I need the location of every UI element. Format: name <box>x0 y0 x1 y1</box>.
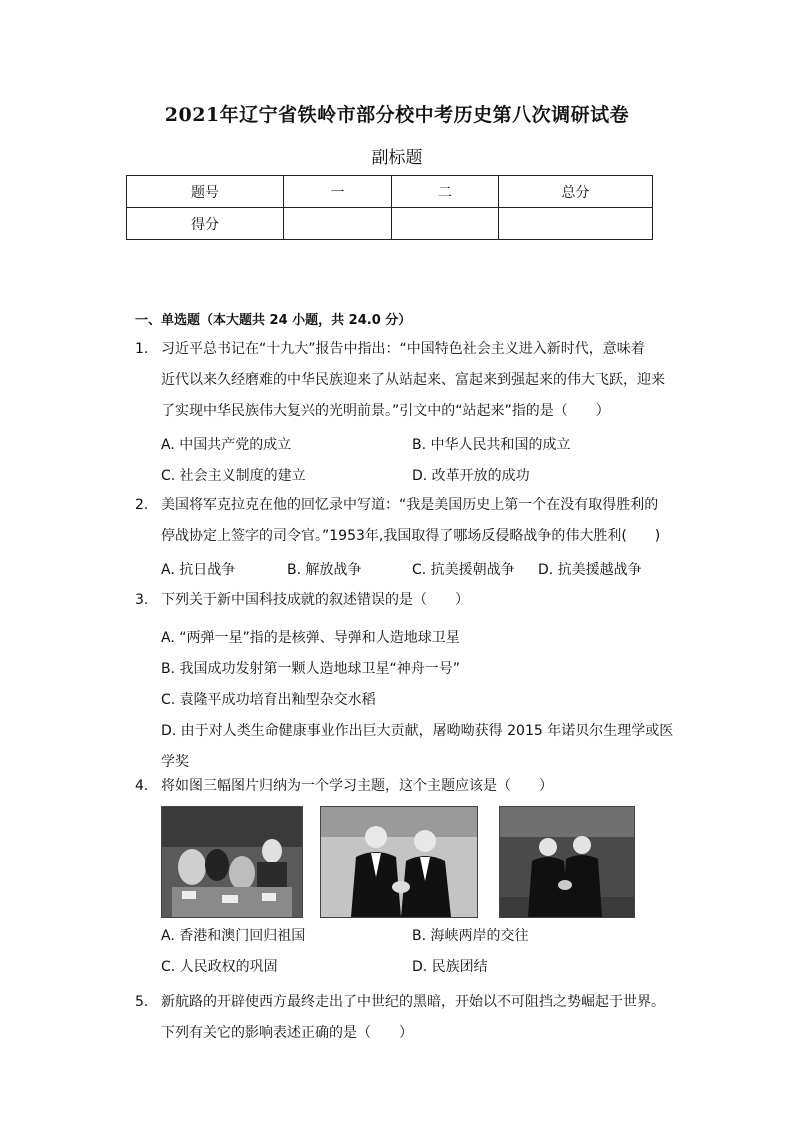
photo-3 <box>499 806 635 918</box>
option-d[interactable]: D. 由于对人类生命健康事业作出巨大贡献，屠呦呦获得 2015 年诺贝尔生理学或医 <box>161 723 674 739</box>
question-stem <box>161 987 685 1049</box>
option-c[interactable]: C. 人民政权的巩固 <box>161 959 278 975</box>
score-table-score-row <box>127 208 653 240</box>
question-line: 习近平总书记在“十九大”报告中指出：“中国特色社会主义进入新时代，意味着 <box>161 341 645 357</box>
option-b[interactable]: B. 中华人民共和国的成立 <box>412 437 571 453</box>
option-d-continued: 学奖 <box>161 754 189 770</box>
question-number: 2. <box>135 497 149 513</box>
question-line: 将如图三幅图片归纳为一个学习主题，这个主题应该是（ ） <box>161 778 553 794</box>
score-table <box>126 175 653 240</box>
question-stem <box>161 490 675 552</box>
option-c[interactable]: C. 社会主义制度的建立 <box>161 468 306 484</box>
score-cell: 得分 <box>127 208 284 240</box>
option-a[interactable]: A. 抗日战争 <box>161 562 236 578</box>
section-heading: 一、单选题（本大题共 24 小题，共 24.0 分） <box>135 313 412 328</box>
option-a[interactable]: A. “两弹一星”指的是核弹、导弹和人造地球卫星 <box>161 630 460 646</box>
score-cell: 一 <box>284 176 392 208</box>
question-line: 美国将军克拉克在他的回忆录中写道：“我是美国历史上第一个在没有取得胜利的 <box>161 497 659 513</box>
question-3 <box>135 585 675 616</box>
question-line: 新航路的开辟使西方最终走出了中世纪的黑暗，开始以不可阻挡之势崛起于世界。 <box>161 994 665 1010</box>
option-d[interactable]: D. 改革开放的成功 <box>412 468 530 484</box>
photo-1 <box>161 806 303 918</box>
question-stem <box>161 771 675 802</box>
question-stem <box>161 585 675 616</box>
option-d[interactable]: D. 抗美援越战争 <box>538 562 642 578</box>
score-cell: 总分 <box>499 176 653 208</box>
option-c[interactable]: C. 袁隆平成功培育出籼型杂交水稻 <box>161 692 376 708</box>
question-1 <box>135 334 675 427</box>
question-stem <box>161 334 675 427</box>
question-line: 停战协定上签字的司令官。”1953年,我国取得了哪场反侵略战争的伟大胜利( ) <box>161 528 661 544</box>
score-table-header-row <box>127 176 653 208</box>
question-4 <box>135 771 675 802</box>
option-a[interactable]: A. 中国共产党的成立 <box>161 437 292 453</box>
question-5 <box>135 987 685 1049</box>
question-number: 3. <box>135 592 149 608</box>
score-cell: 题号 <box>127 176 284 208</box>
score-cell: 二 <box>392 176 499 208</box>
option-d[interactable]: D. 民族团结 <box>412 959 488 975</box>
question-line: 近代以来久经磨难的中华民族迎来了从站起来、富起来到强起来的伟大飞跃，迎来 <box>161 372 665 388</box>
photo-2 <box>320 806 478 918</box>
option-a[interactable]: A. 香港和澳门回归祖国 <box>161 928 306 944</box>
question-number: 1. <box>135 341 149 357</box>
option-b[interactable]: B. 我国成功发射第一颗人造地球卫星“神舟一号” <box>161 661 461 677</box>
question-line: 了实现中华民族伟大复兴的光明前景。”引文中的“站起来”指的是（ ） <box>161 403 610 419</box>
score-input-cell <box>284 208 392 240</box>
question-line: 下列有关它的影响表述正确的是（ ） <box>161 1025 413 1041</box>
score-input-cell <box>499 208 653 240</box>
option-c[interactable]: C. 抗美援朝战争 <box>412 562 515 578</box>
option-b[interactable]: B. 海峡两岸的交往 <box>412 928 529 944</box>
question-2 <box>135 490 675 552</box>
exam-subtitle: 副标题 <box>371 148 423 168</box>
score-input-cell <box>392 208 499 240</box>
question-number: 4. <box>135 778 149 794</box>
question-number: 5. <box>135 994 149 1010</box>
exam-title: 2021年辽宁省铁岭市部分校中考历史第八次调研试卷 <box>164 104 630 126</box>
option-b[interactable]: B. 解放战争 <box>287 562 362 578</box>
question-line: 下列关于新中国科技成就的叙述错误的是（ ） <box>161 592 469 608</box>
